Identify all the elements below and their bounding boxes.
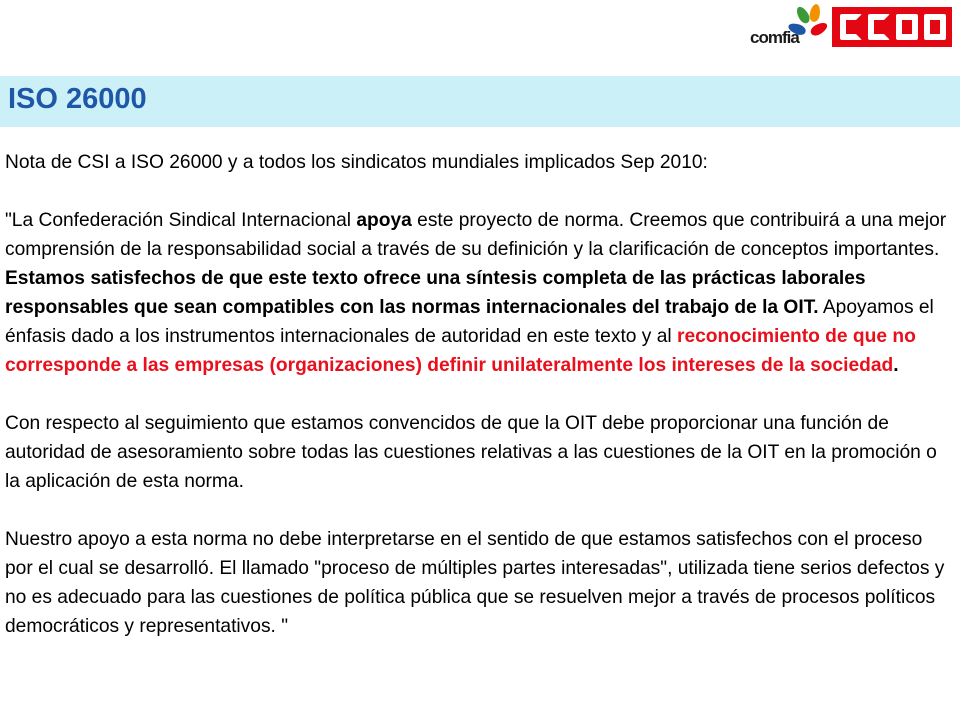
- ccoo-letter-c2-icon: [868, 14, 890, 40]
- quote-paragraph-3: Nuestro apoyo a esta norma no debe interpretarse en el sentido de que estamos satisfechos con el proceso por el cual se desarrolló. El llamado "proceso de múltiples partes interesadas", utilizada tiene serios defectos y no es adecuado para las cuestiones de política pública que se resuelven mejor a través de procesos políticos democráticos y representativos. ": [5, 529, 945, 637]
- quote-paragraph-2: Con respecto al seguimiento que estamos convencidos de que la OIT debe proporcionar una función de autoridad de asesoramiento sobre todas las cuestiones relativas a las cuestiones de la OIT en la promoción o la aplicación de esta norma.: [5, 413, 937, 492]
- petal-orange-icon: [809, 3, 822, 22]
- petal-red-icon: [809, 20, 830, 38]
- ccoo-letter-o2-icon: [924, 14, 946, 40]
- p1-text-1: "La Confederación Sindical Internacional: [5, 210, 357, 231]
- p1-red-highlight: reconocimiento de que no corresponde a las empresas (organizaciones) definir unilateralmente los intereses de la sociedad: [5, 326, 916, 376]
- page-title: ISO 26000: [8, 83, 147, 115]
- p1-bold-statement: Estamos satisfechos de que este texto ofrece una síntesis completa de las prácticas laborales responsables que sean compatibles con las normas internacionales del trabajo de la OIT.: [5, 268, 866, 318]
- document-body: [5, 148, 955, 641]
- ccoo-badge: [832, 7, 952, 47]
- intro-paragraph: Nota de CSI a ISO 26000 y a todos los sindicatos mundiales implicados Sep 2010:: [5, 152, 708, 173]
- p1-period: .: [893, 355, 899, 376]
- p1-bold-apoya: apoya: [356, 210, 412, 231]
- quote-paragraph-1: [5, 206, 955, 380]
- comfia-ccoo-logo: [748, 4, 954, 48]
- logo-wordmark: comfia: [750, 28, 799, 47]
- p1-text-2: este proyecto de norma. Creemos que contribuirá a una mejor comprensión de la responsabilidad social a través de su definición y la clarificación de conceptos importantes.: [5, 210, 947, 260]
- ccoo-letter-o1-icon: [896, 14, 918, 40]
- p1-text-3: Apoyamos el énfasis dado a los instrumentos internacionales de autoridad en este texto y al: [5, 297, 934, 347]
- ccoo-letter-c1-icon: [840, 14, 862, 40]
